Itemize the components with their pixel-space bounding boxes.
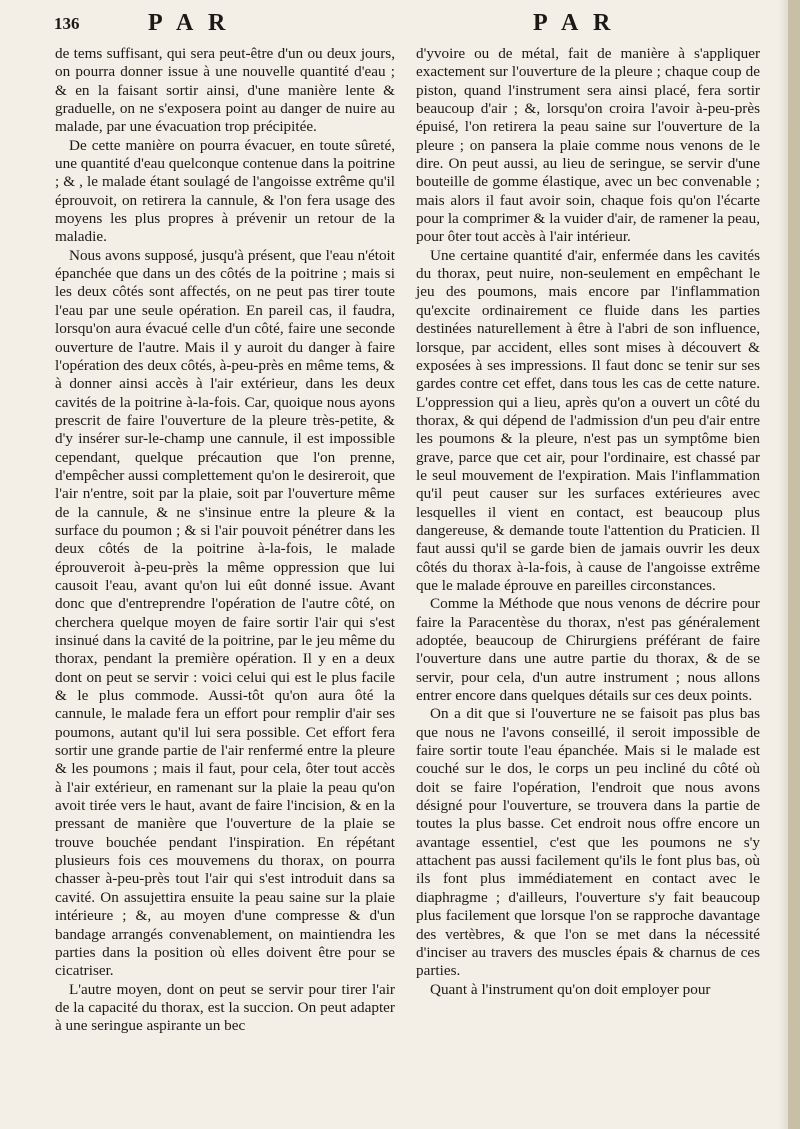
paragraph: Nous avons supposé, jusqu'à présent, que l'eau n'étoit épanchée que dans un des côtés de la poitrine ; mais si les deux côtés sont affectés, on ne peut pas tirer toute l'eau par une seule opération. En pareil cas, il faudra, lorsqu'on aura évacué celle d'un côté, faire une seconde ouverture de l'autre. Mais il y auroit du danger à faire l'opération des deux côtés, à-peu-près en même tems, & à donner ainsi accès à l'air extérieur, dans les deux cavités de la poitrine à-la-fois. Car, quoique nous ayons prescrit de faire l'ouverture de la pleure très-petite, & d'y insérer sur-le-champ une cannule, il est impossible cependant, quelque précaution que l'on prenne, d'empêcher aussi complettement qu'on le desireroit, que l'air n'entre, soit par la plaie, soit par l'ouverture même de la cannule, & ne s'insinue entre la pleure & la surface du poumon ; & si l'air pouvoit pénétrer dans les deux côtés de la poitrine à-la-fois, le malade éprouveroit à-peu-près la même oppression que lui causoit l'eau, avant qu'on lui eût donné issue. Avant donc que d'entreprendre l'opération de l'autre côté, on cherchera quelque moyen de faire sortir l'air qui s'est insinué dans la cavité de la poitrine, par le jeu même du thorax, pendant la première opération. Il y en a deux dont on peut se servir : voici celui qui est le plus facile & le plus commode. Aussi-tôt qu'on aura ôté la cannule, le malade fera un effort pour remplir d'air ses poumons, autant qu'il lui sera possible. Cet effort fera sortir une grande partie de l'air renfermé entre la pleure & les poumons ; mais il faut, pour cela, ôter tout accès à l'air extérieur, en ramenant sur la plaie la peau qu'on avoit tirée vers le haut, avant de faire l'incision, & en la pressant de manière que l'ouverture de la plaie se trouve bouchée pendant l'inspiration. En répétant plusieurs fois ces mouvemens du thorax, on pourra chasser à-peu-près tout l'air qui s'est introduit dans sa cavité. On assujettira ensuite la peau saine sur la plaie intérieure ; &, au moyen d'une compresse & d'un bandage arrangés convenablement, on maintiendra les parties dans la position où elles doivent être pour se cicatriser. — [55, 246, 395, 980]
paragraph: De cette manière on pourra évacuer, en toute sûreté, une quantité d'eau quelconque contenue dans la poitrine ; & , le malade étant soulagé de l'angoisse extrême qu'il éprouvoit, on retirera la cannule, & l'on fera usage des moyens les plus propres à prévenir un retour de la maladie. — [55, 136, 395, 246]
paragraph: L'autre moyen, dont on peut se servir pour tirer l'air de la capacité du thorax, est la succion. On peut adapter à une seringue aspirante un bec — [55, 980, 395, 1035]
right-text-column — [416, 45, 760, 999]
paragraph: Comme la Méthode que nous venons de décrire pour faire la Paracentèse du thorax, n'est pas généralement adoptée, beaucoup de Chirurgiens préférant de faire l'ouverture dans une autre partie du thorax, & de se servir, pour cela, d'un autre instrument ; nous allons entrer encore dans quelques détails sur ces deux points. — [416, 595, 760, 705]
paragraph: Une certaine quantité d'air, enfermée dans les cavités du thorax, peut nuire, non-seulement en empêchant le jeu des poumons, mais encore par l'inflammation qu'excite ordinairement ce fluide dans les parties destinées naturellement à être à l'abri de son influence, lorsque, par accident, elles sont mises à découvert & exposées à ses impressions. Il faut donc se tenir sur ses gardes contre cet effet, dans tous les cas de cette nature. L'oppression qui a lieu, après qu'on a ouvert un côté du thorax, & qui dépend de l'admission d'un peu d'air entre les poumons & la pleure, n'est pas un symptôme bien grave, parce que cet air, pour l'ordinaire, est chassé par le seul mouvement de l'expiration. Mais l'inflammation qu'il peut causer sur les surfaces extérieures avec lesquelles il vient en contact, est beaucoup plus dangereuse, & demande toute l'attention du Praticien. Il faut aussi qu'il se garde bien de jamais ouvrir les deux côtés du thorax à-la-fois, à cause de l'angoisse extrême que le malade éprouve en pareilles circonstances. — [416, 246, 760, 594]
page-number: 136 — [54, 14, 80, 33]
page-header — [48, 10, 760, 40]
paragraph: de tems suffisant, qui sera peut-être d'un ou deux jours, on pourra donner issue à une nouvelle quantité d'eau ; & en la faisant sortir ainsi, d'une manière lente & graduelle, on ne s'exposera point au danger de nuire au malade, par une évacuation trop précipitée. — [55, 45, 395, 136]
paragraph: On a dit que si l'ouverture ne se faisoit pas plus bas que nous ne l'avons conseillé, il seroit impossible de faire sortir toute l'eau épanchée. Mais si le malade est couché sur le dos, le corps un peu incliné du côté où doit se faire l'opération, l'endroit que nous avons désigné pour l'ouverture, se trouvera dans la partie de toutes la plus basse. Cet endroit nous offre encore un avantage essentiel, c'est que les poumons ne s'y attachent pas aussi facilement qu'ils le font plus bas, où ils font plus immédiatement en contact avec le diaphragme ; d'ailleurs, l'ouverture s'y fait beaucoup plus facilement que lorsque l'on se rapproche davantage des vertèbres, & que l'on se met dans la nécessité d'inciser au travers des muscles épais & charnus de ces parties. — [416, 705, 760, 980]
page-edge — [788, 0, 800, 1129]
paragraph: Quant à l'instrument qu'on doit employer pour — [430, 980, 711, 998]
paragraph: d'yvoire ou de métal, fait de manière à s'appliquer exactement sur l'ouverture de la pleure ; chaque coup de piston, quand l'instrument sera ainsi placé, fera sortir beaucoup d'air ; &, lorsqu'on croira l'avoir à-peu-près épuisé, l'on retirera la peau saine sur l'ouverture de la pleure ; on pansera la plaie comme nous venons de le dire. On peut aussi, au lieu de seringue, se servir d'une bouteille de gomme élastique, avec un bec convenable ; mais alors il faut avoir soin, chaque fois qu'on l'écarte pour la comprimer & la vuider d'air, de ramener la peau, pour ôter tout accès à l'air intérieur. — [416, 45, 760, 246]
left-text-column — [55, 45, 395, 1036]
running-head-left: P A R — [148, 10, 231, 36]
running-head-right: P A R — [533, 10, 616, 36]
